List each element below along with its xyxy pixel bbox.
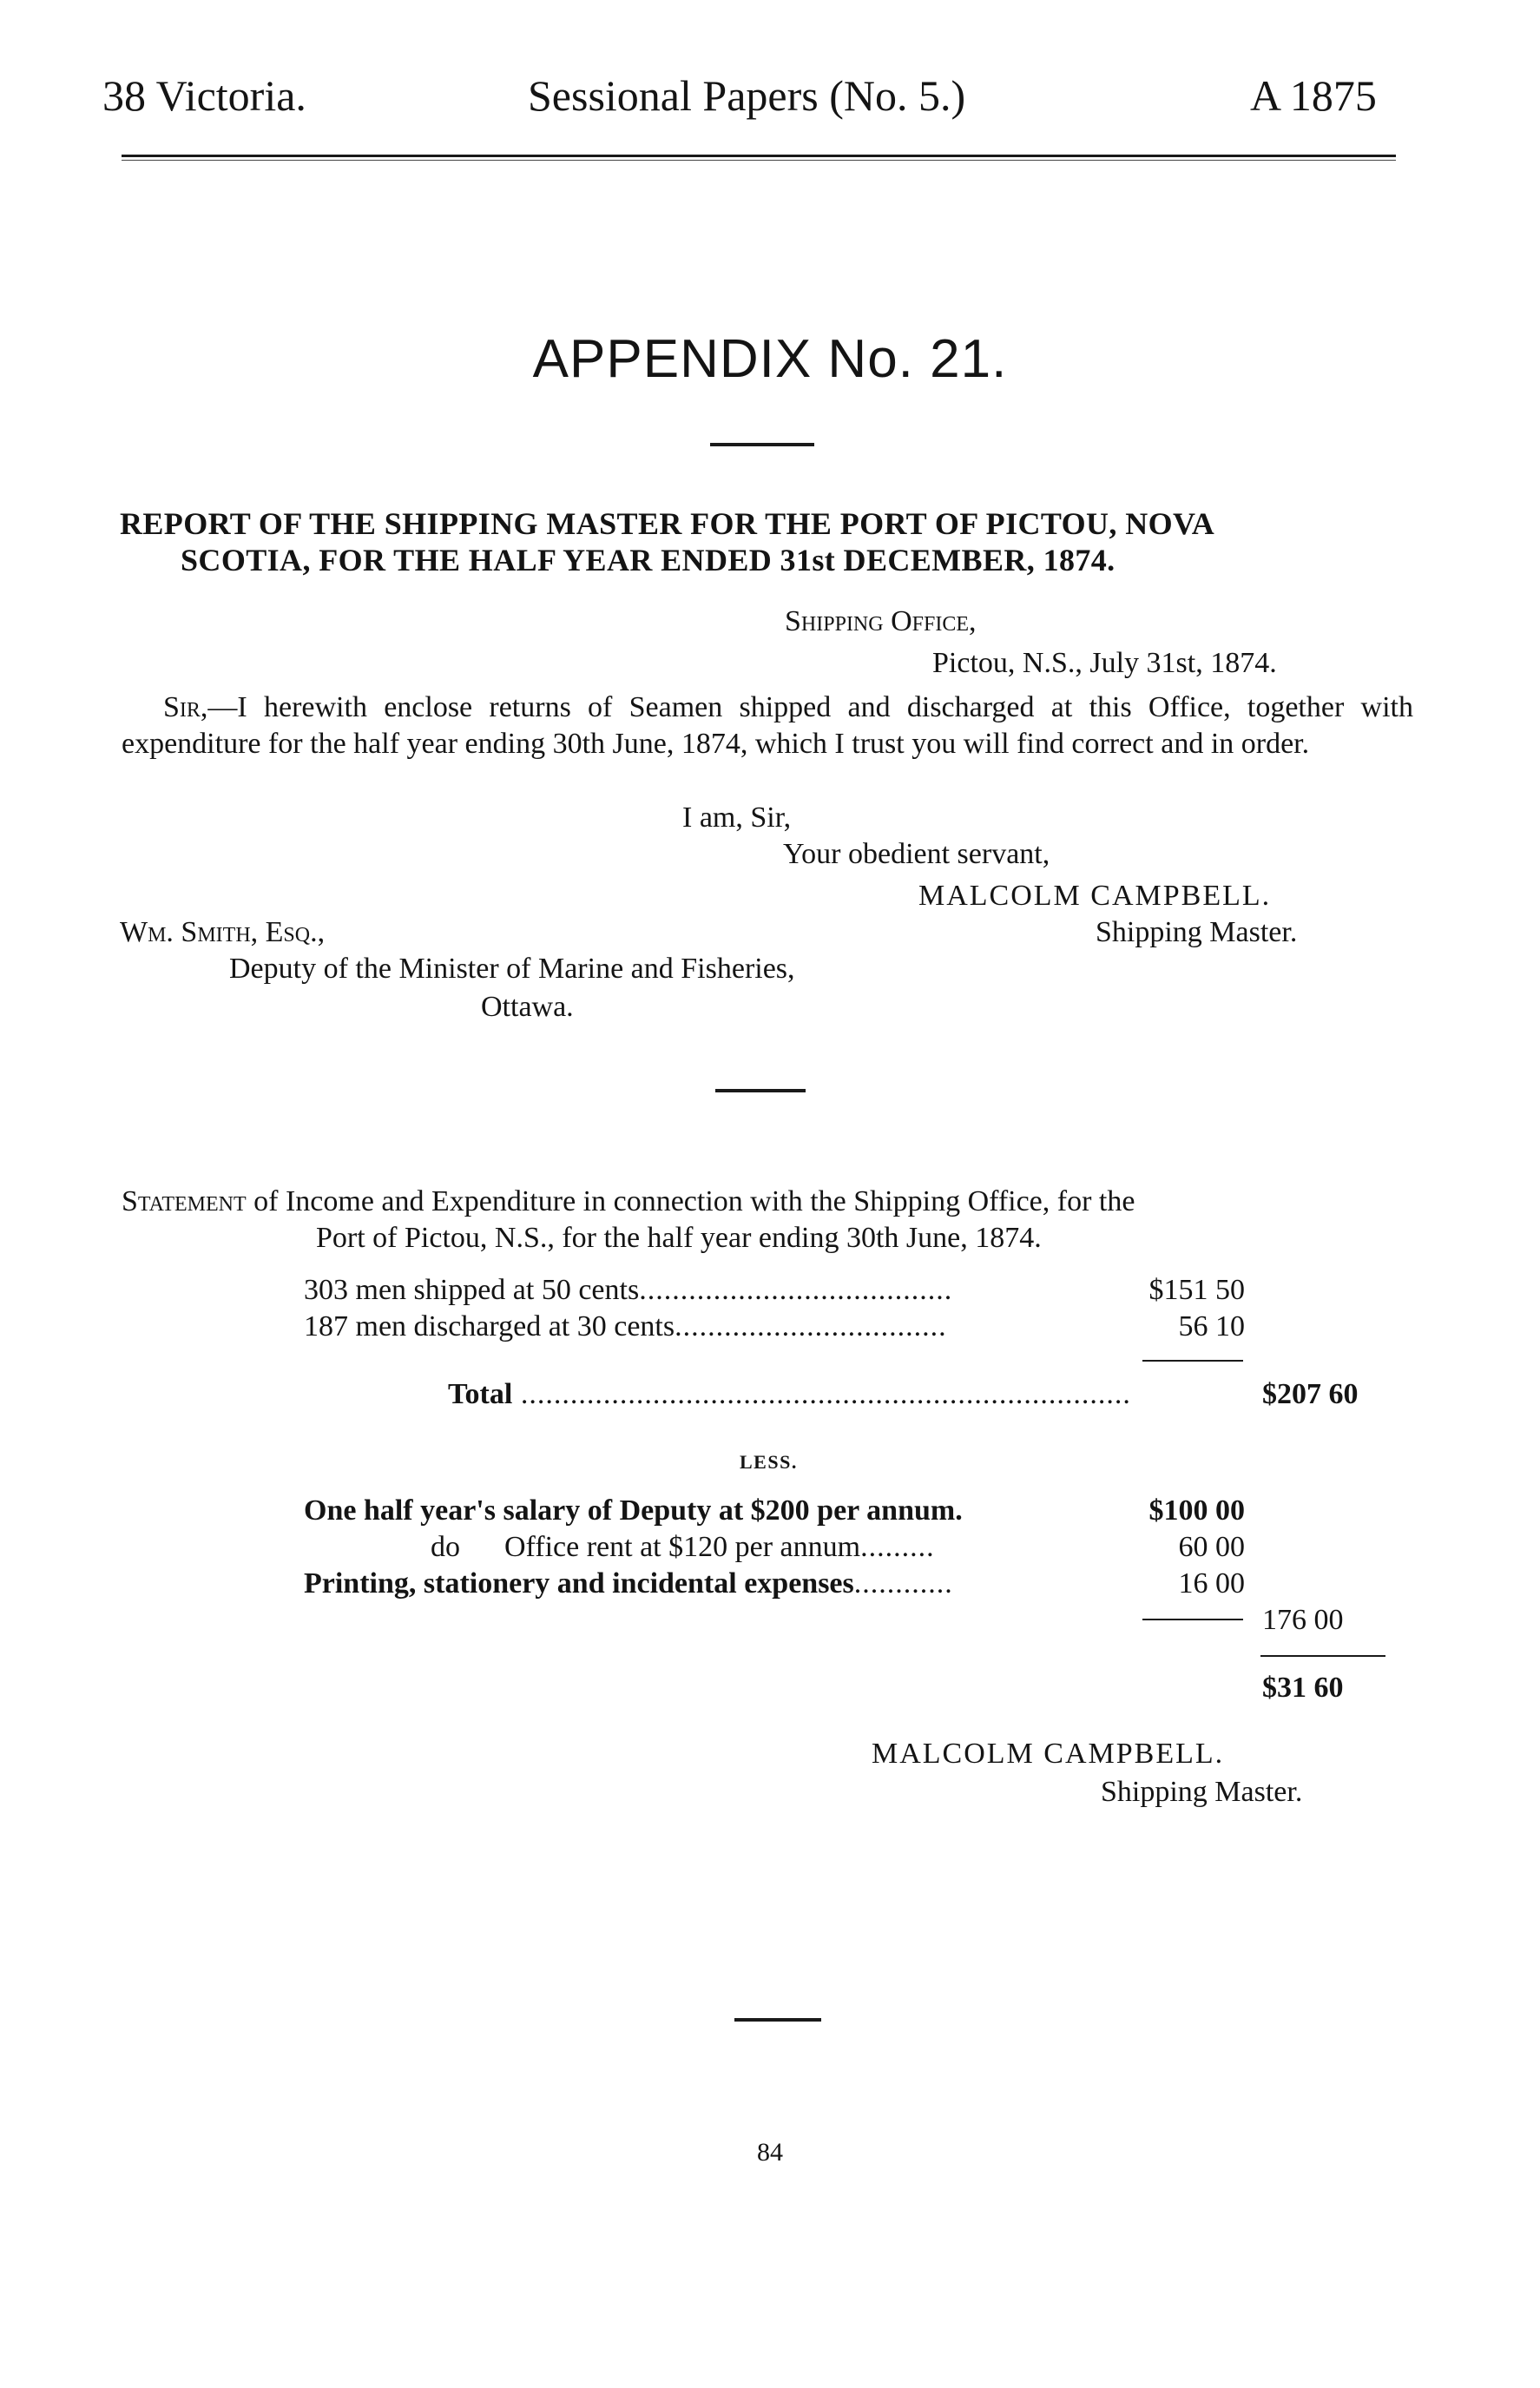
letter-signature-title: Shipping Master. xyxy=(1096,916,1298,948)
total-label: Total .......................................................................... xyxy=(448,1378,1131,1410)
letter-body xyxy=(122,689,1413,762)
total-amount: $207 60 xyxy=(1262,1378,1359,1410)
statement-heading xyxy=(122,1184,1422,1219)
less-label: LESS. xyxy=(740,1451,798,1473)
deduction-row-label: One half year's salary of Deputy at $200 per annum. xyxy=(304,1494,963,1527)
section-divider xyxy=(715,1089,806,1092)
letter-body-text: —I herewith enclose returns of Seamen shipped and discharged at this Office, together with expenditure for the half year ending 30th June, 1874, which I trust you will find correct and in order. xyxy=(122,691,1413,760)
report-title-line2: SCOTIA, FOR THE HALF YEAR ENDED 31st DECEMBER, 1874. xyxy=(181,543,1116,577)
header-center: Sessional Papers (No. 5.) xyxy=(528,71,966,120)
subtotal-rule xyxy=(1142,1360,1243,1362)
page-number: 84 xyxy=(757,2138,783,2167)
letter-addressee-name: Wm. Smith, Esq., xyxy=(120,916,326,948)
letter-address-line2: Pictou, N.S., July 31st, 1874. xyxy=(932,647,1277,679)
deduction-row-amount: 60 00 xyxy=(1178,1531,1245,1563)
deduction-row-label: Printing, stationery and incidental expenses............ xyxy=(304,1567,953,1600)
header-right: A 1875 xyxy=(1250,71,1377,120)
header-rule-thin xyxy=(122,160,1396,161)
letter-address-line1: Shipping Office, xyxy=(785,605,977,637)
header-rule xyxy=(122,155,1396,157)
deduction-row-label: do Office rent at $120 per annum......... xyxy=(431,1531,935,1563)
income-row-amount: 56 10 xyxy=(1178,1310,1245,1342)
statement-signature-name: MALCOLM CAMPBELL. xyxy=(872,1738,1225,1770)
income-row-amount: $151 50 xyxy=(1148,1274,1245,1306)
statement-signature-title: Shipping Master. xyxy=(1101,1776,1303,1808)
section-divider xyxy=(710,443,814,446)
report-title-line1: REPORT OF THE SHIPPING MASTER FOR THE PORT OF PICTOU, NOVA xyxy=(120,506,1215,541)
letter-closing1: I am, Sir, xyxy=(682,801,792,834)
letter-signature-name: MALCOLM CAMPBELL. xyxy=(918,880,1272,912)
letter-addressee-line3: Ottawa. xyxy=(481,991,574,1023)
deductions-total: 176 00 xyxy=(1262,1604,1344,1636)
deduction-row-amount: $100 00 xyxy=(1148,1494,1245,1527)
header-left: 38 Victoria. xyxy=(102,71,306,120)
appendix-title: APPENDIX No. 21. xyxy=(532,329,1008,389)
statement-heading-rest: of Income and Expenditure in connection with the Shipping Office, for the xyxy=(246,1185,1135,1217)
section-divider xyxy=(734,2018,821,2022)
statement-heading-lead: Statement xyxy=(122,1185,247,1217)
net-rule xyxy=(1260,1655,1385,1657)
income-row-label: 303 men shipped at 50 cents...................................... xyxy=(304,1274,953,1306)
letter-addressee-line2: Deputy of the Minister of Marine and Fisheries, xyxy=(229,953,795,985)
deduction-row-amount: 16 00 xyxy=(1178,1567,1245,1600)
letter-salutation: Sir, xyxy=(163,691,208,723)
income-row-label: 187 men discharged at 30 cents................................. xyxy=(304,1310,947,1342)
deductions-rule xyxy=(1142,1619,1243,1620)
net-amount: $31 60 xyxy=(1262,1672,1344,1704)
letter-closing2: Your obedient servant, xyxy=(783,838,1050,870)
statement-heading-line2: Port of Pictou, N.S., for the half year ending 30th June, 1874. xyxy=(316,1222,1042,1254)
